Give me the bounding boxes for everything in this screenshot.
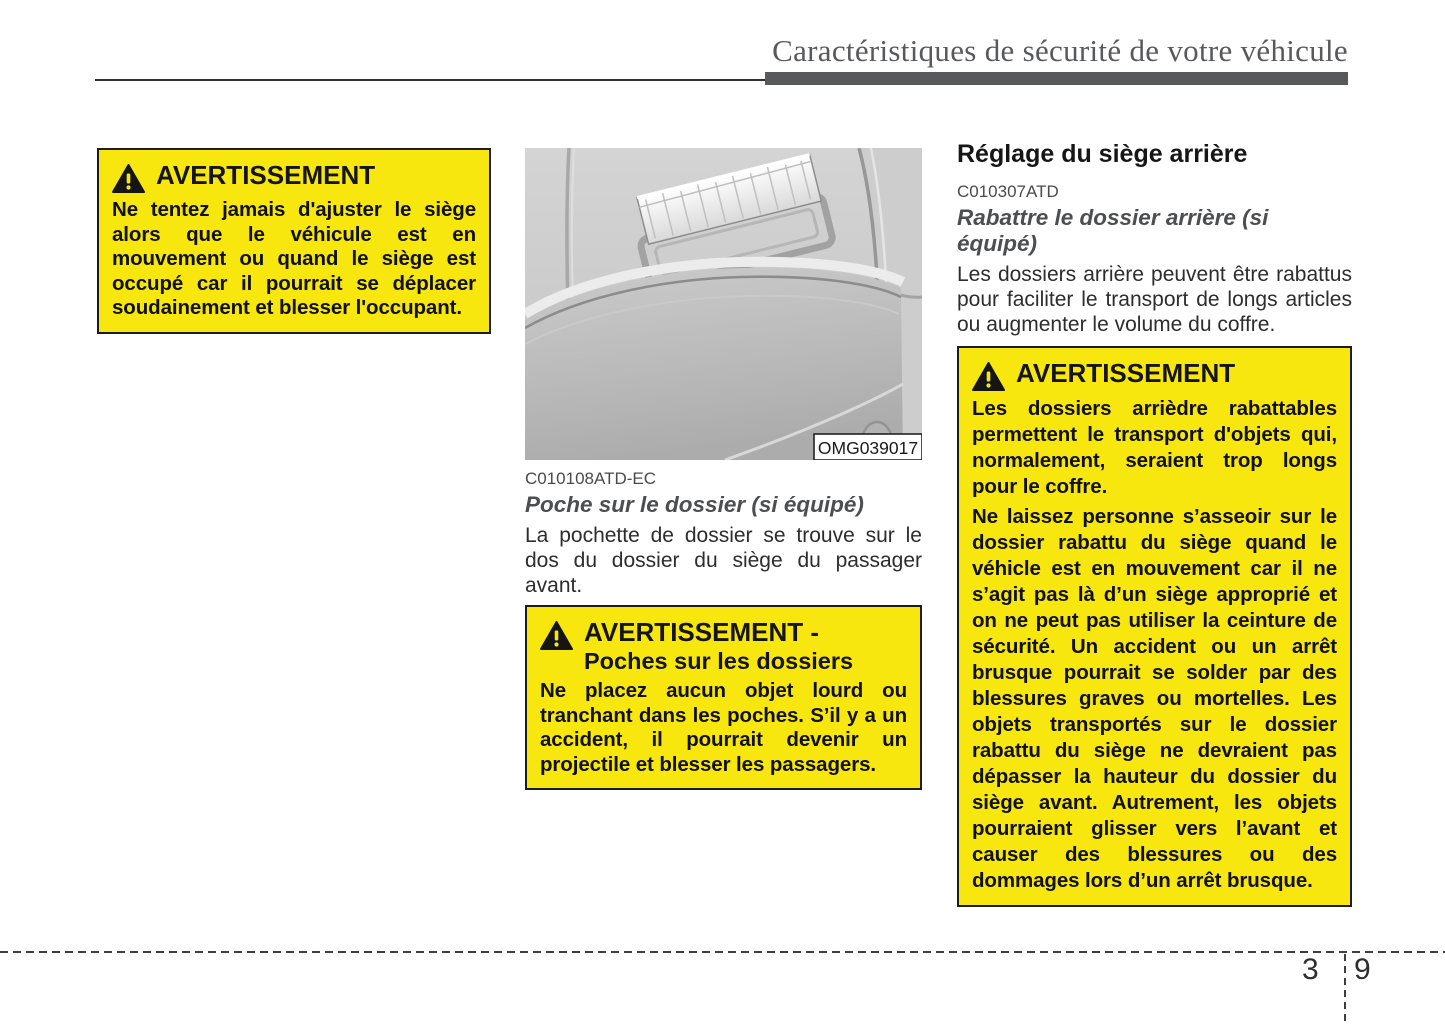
header-rule-thick bbox=[765, 72, 1348, 85]
warning-body: Ne tentez jamais d'ajuster le siège alors que le véhicule est en mouvement ou quand le siège est occupé car il pourrait se déplacer soudainement et blesser l'occupant. bbox=[112, 198, 476, 319]
left-column bbox=[97, 148, 491, 334]
page-header-title: Caractéristiques de sécurité de votre véhicule bbox=[772, 33, 1348, 68]
footer-dashed-rule bbox=[0, 951, 1445, 953]
warning-body-paragraph-1: Les dossiers arrièdre rabattables permettent le transport d'objets qui, normalement, seraient trop longs pour le coffre. bbox=[972, 396, 1337, 498]
warning-triangle-icon bbox=[540, 621, 573, 650]
warning-box-pockets bbox=[525, 605, 922, 790]
warning-box-folded-seatback bbox=[957, 346, 1352, 907]
warning-box-seat-adjust bbox=[97, 148, 491, 334]
seat-pocket-figure bbox=[525, 148, 922, 460]
warning-title-group bbox=[584, 618, 853, 674]
rear-seat-paragraph: Les dossiers arrière peuvent être rabattus pour faciliter le transport de longs articles ou augmenter le volume du coffre. bbox=[957, 262, 1352, 336]
warning-title: AVERTISSEMENT bbox=[156, 160, 376, 190]
section-title-rear-seat: Réglage du siège arrière bbox=[957, 140, 1248, 168]
warning-title: AVERTISSEMENT bbox=[1016, 357, 1236, 388]
warning-header bbox=[112, 161, 476, 193]
section-code: C010307ATD bbox=[957, 181, 1059, 201]
seat-pocket-illustration bbox=[525, 148, 922, 460]
warning-body-paragraph-2: Ne laissez personne s’asseoir sur le dossier rabattu du siège quand le véhicle est en mouvement car il ne s’agit pas là d’un siège approprié et on ne peut pas utiliser la ceinture de sécurité. Un accident ou un arrêt brusque pourrait se solder par des blessures graves ou mortelles. Les objets transportés sur le dossier rabattu du siège ne devraient pas dépasser la hauteur du dossier du siège avant. Autrement, les objets pourraient glisser vers l’avant et causer des blessures ou des dommages lors d’un arrêt brusque. bbox=[972, 504, 1337, 892]
footer-dashed-vertical-rule bbox=[1344, 954, 1346, 1026]
right-column bbox=[957, 141, 1352, 907]
page-number: 9 bbox=[1354, 953, 1371, 986]
subsection-title-fold-seatback: Rabattre le dossier arrière (si équipé) bbox=[957, 204, 1269, 256]
warning-title: AVERTISSEMENT - bbox=[584, 617, 819, 647]
middle-column bbox=[525, 148, 922, 790]
figure-code-label: OMG039017 bbox=[817, 438, 919, 458]
warning-triangle-icon bbox=[972, 362, 1005, 391]
pocket-paragraph: La pochette de dossier se trouve sur le dos du dossier du siège du passager avant. bbox=[525, 524, 922, 597]
chapter-number: 3 bbox=[1302, 953, 1319, 986]
warning-body: Ne placez aucun objet lourd ou tranchant dans les poches. S’il y a un accident, il pourrait devenir un projectile et blesser les passagers. bbox=[540, 679, 907, 776]
warning-triangle-icon bbox=[112, 164, 145, 193]
warning-subtitle: Poches sur les dossiers bbox=[584, 648, 854, 675]
warning-header bbox=[972, 359, 1337, 391]
section-code: C010108ATD-EC bbox=[525, 469, 657, 488]
warning-header bbox=[540, 618, 907, 674]
subsection-title-pocket: Poche sur le dossier (si équipé) bbox=[525, 492, 864, 517]
